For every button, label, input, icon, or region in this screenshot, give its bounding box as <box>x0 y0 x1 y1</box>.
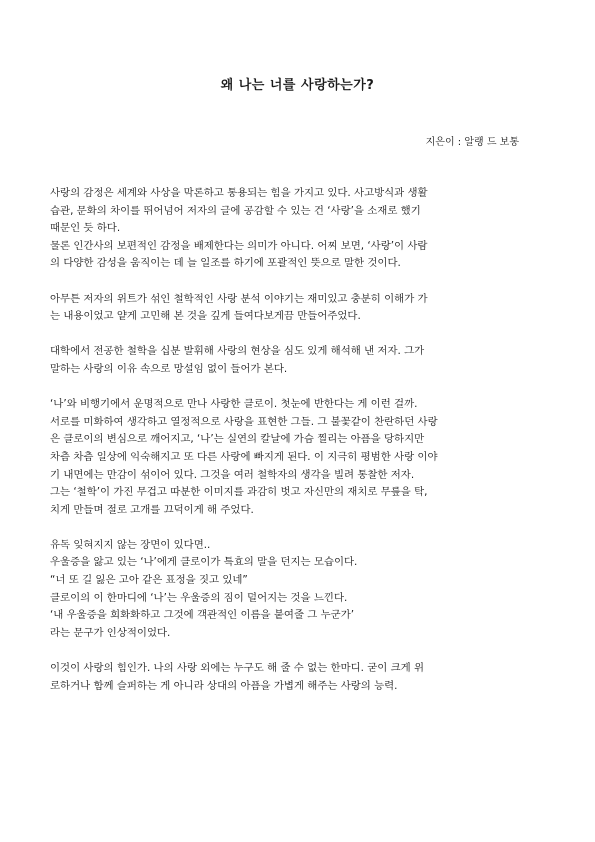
text-line: 은 클로이의 변심으로 깨어지고, ‘나’는 실연의 칼날에 가슴 찔리는 아픔을 당하지만 <box>50 433 425 446</box>
text-line: 차츰 차츰 일상에 익숙해지고 또 다른 사랑에 빠지게 된다. 이 지극히 평범한 사랑 이야 <box>50 450 438 463</box>
body-text <box>50 185 542 695</box>
text-line: 클로이의 이 한마디에 ‘나’는 우울증의 짐이 덜어지는 것을 느낀다. <box>50 591 348 604</box>
text-line: 이것이 사랑의 힘인가. 나의 사랑 외에는 누구도 해 줄 수 없는 한마디. 굳이 크게 위 <box>50 662 425 675</box>
text-line: 로하거나 함께 슬퍼하는 게 아니라 상대의 아픔을 가볍게 해주는 사랑의 능력. <box>50 679 398 692</box>
text-line: 대학에서 전공한 철학을 십분 발휘해 사랑의 현상을 심도 있게 해석해 낸 저자. 그가 <box>50 345 425 358</box>
text-line: 우울증을 앓고 있는 ‘나’에게 클로이가 특효의 말을 던지는 모습이다. <box>50 556 358 569</box>
paragraph <box>50 291 542 326</box>
text-line: 습관, 문화의 차이를 뛰어넘어 저자의 글에 공감할 수 있는 건 ‘사랑’을 소재로 했기 <box>50 204 421 217</box>
document-title: 왜 나는 너를 사랑하는가? <box>220 78 375 93</box>
paragraph <box>50 185 542 273</box>
author-line: 지은이 : 알랭 드 보통 <box>425 137 519 148</box>
text-line: 유독 잊혀지지 않는 장면이 있다면.. <box>50 538 211 551</box>
text-line: ‘나’와 비행기에서 운명적으로 만나 사랑한 클로이. 첫눈에 반한다는 게 이런 걸까. <box>50 398 418 411</box>
text-line: 기 내면에는 만감이 섞이어 있다. 그것을 여러 철학자의 생각을 빌려 통찰한 저자. <box>50 468 415 481</box>
paragraph <box>50 396 542 519</box>
text-line: 라는 문구가 인상적이었다. <box>50 626 171 639</box>
text-line: 때문인 듯 하다. <box>50 222 121 235</box>
text-line: 는 내용이었고 얕게 고민해 본 것을 깊게 들여다보게끔 만들어주었다. <box>50 310 361 323</box>
text-line: 물론 인간사의 보편적인 감정을 배제한다는 의미가 아니다. 어찌 보면, ‘사랑’이 사람 <box>50 239 428 252</box>
paragraph <box>50 660 542 695</box>
text-line: 말하는 사랑의 이유 속으로 망설임 없이 들어가 본다. <box>50 362 288 375</box>
text-line: 치게 만들며 절로 고개를 끄덕이게 해 주었다. <box>50 503 254 516</box>
text-line: 의 다양한 감성을 움직이는 데 늘 일조를 하기에 포괄적인 뜻으로 말한 것이다. <box>50 257 401 270</box>
paragraph <box>50 343 542 378</box>
text-line: “너 또 길 잃은 고아 같은 표정을 짓고 있네” <box>50 574 248 587</box>
text-line: 사랑의 감정은 세계와 사상을 막론하고 통용되는 힘을 가지고 있다. 사고방식과 생활 <box>50 187 428 199</box>
text-line: ‘내 우울증을 희화화하고 그것에 객관적인 이름을 붙여줄 그 누군가’ <box>50 609 355 622</box>
paragraph <box>50 537 542 643</box>
text-line: 그는 ‘철학’이 가진 무겁고 따분한 이미지를 과감히 벗고 자신만의 재치로 무릎을 탁, <box>50 486 428 499</box>
text-line: 아무튼 저자의 위트가 섞인 철학적인 사랑 분석 이야기는 재미있고 충분히 이해가 가 <box>50 292 428 305</box>
text-line: 서로를 미화하여 생각하고 열정적으로 사랑을 표현한 그들. 그 불꽃같이 찬란하던 사랑 <box>50 415 438 428</box>
